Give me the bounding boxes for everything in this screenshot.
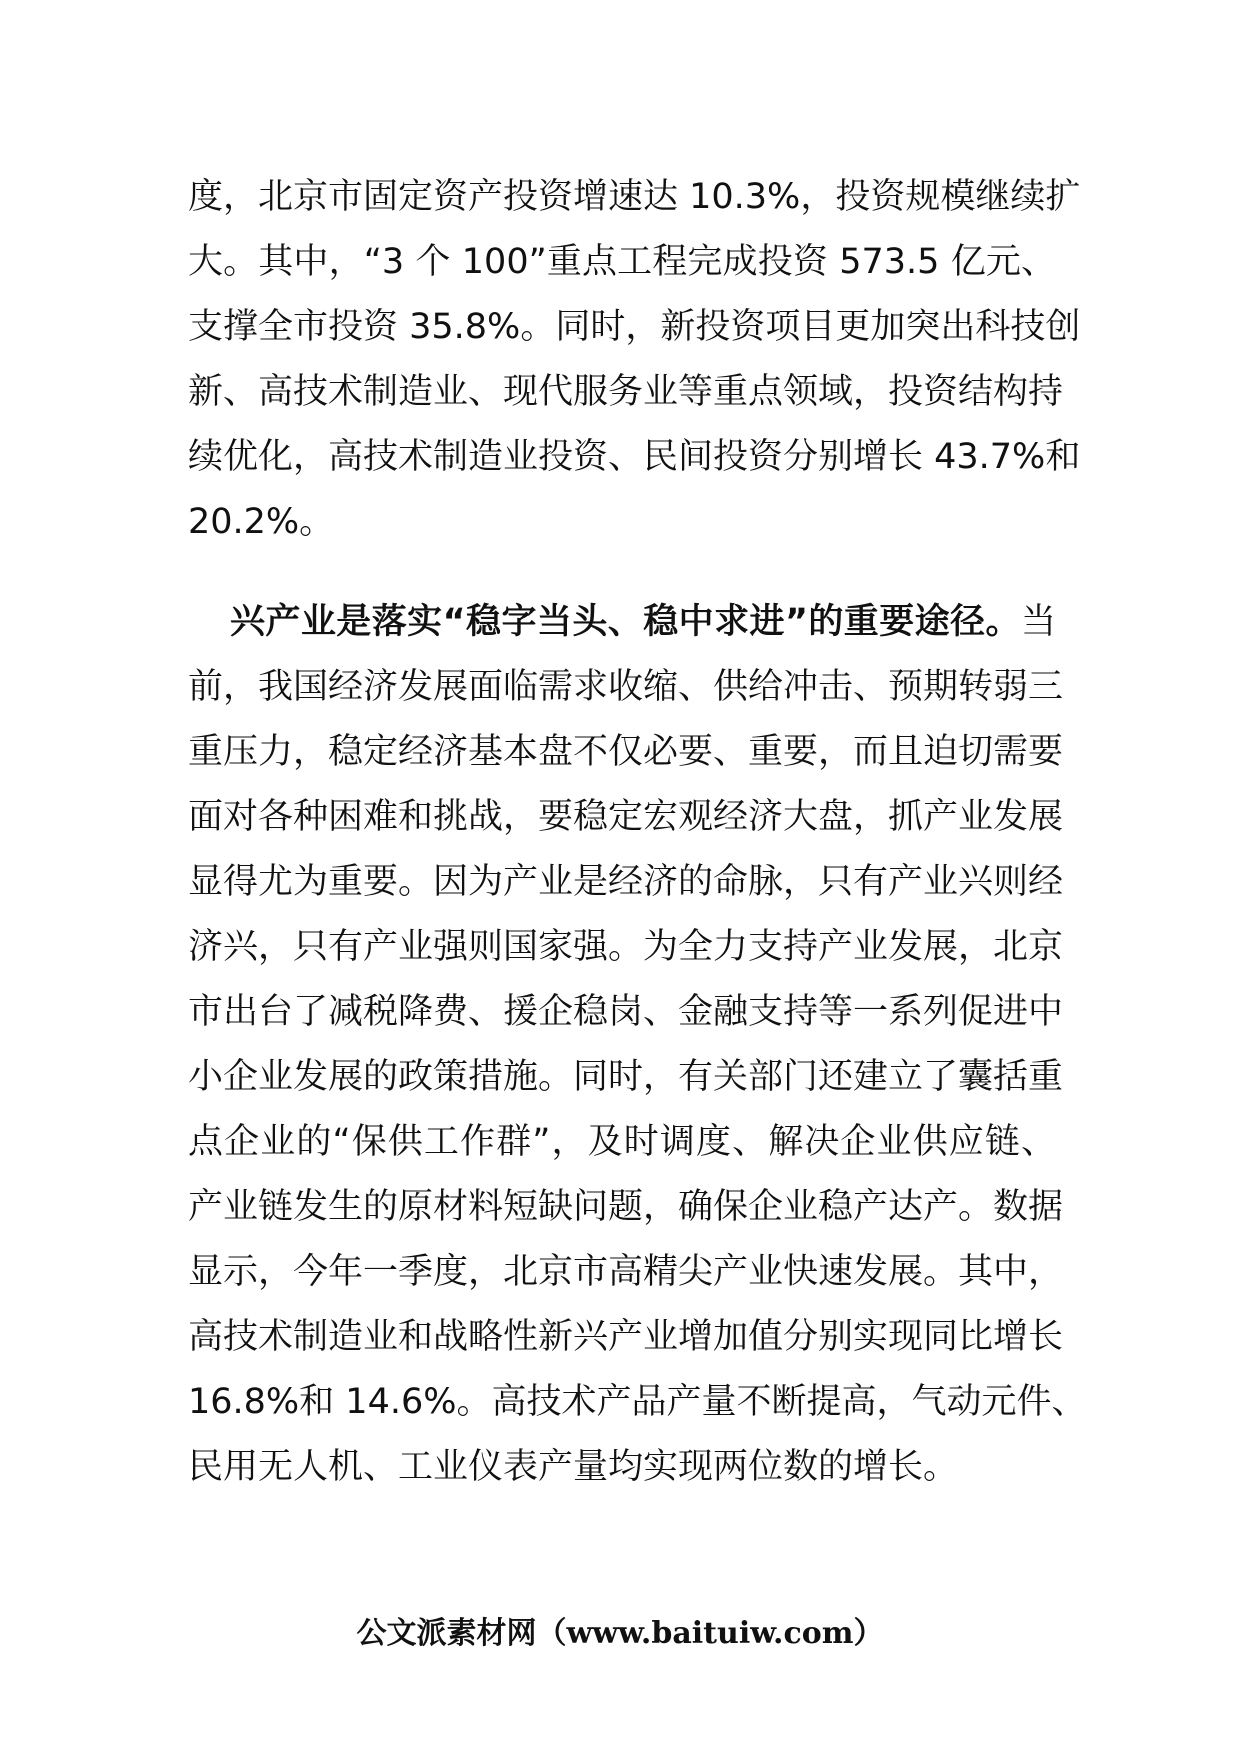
paragraph-line: 市出台了减税降费、援企稳岗、金融支持等一系列促进中 — [188, 992, 1064, 1032]
paragraph-investment — [188, 165, 1081, 555]
paragraph-first-line — [188, 590, 1056, 655]
paragraph-line: 产业链发生的原材料短缺问题，确保企业稳产达产。数据 — [188, 1187, 1064, 1227]
paragraph-industry — [188, 590, 1087, 1500]
bold-lead-sentence: 兴产业是落实“稳字当头、稳中求进”的重要途径。 — [230, 602, 1021, 642]
paragraph-line: 重压力，稳定经济基本盘不仅必要、重要，而且迫切需要 — [188, 732, 1064, 772]
paragraph-line: 新、高技术制造业、现代服务业等重点领域，投资结构持 — [188, 372, 1064, 412]
first-line-rest: 当 — [1020, 602, 1056, 642]
footer-source: 公文派素材网（www.baituiw.com） — [356, 1616, 884, 1651]
paragraph-line: 高技术制造业和战略性新兴产业增加值分别实现同比增长 — [188, 1317, 1064, 1357]
paragraph-line: 20.2%。 — [188, 502, 335, 542]
paragraph-line: 续优化，高技术制造业投资、民间投资分别增长 43.7%和 — [188, 437, 1081, 477]
paragraph-line: 前，我国经济发展面临需求收缩、供给冲击、预期转弱三 — [188, 667, 1064, 707]
paragraph-line: 小企业发展的政策措施。同时，有关部门还建立了囊括重 — [188, 1057, 1064, 1097]
paragraph-line: 面对各种困难和挑战，要稳定宏观经济大盘，抓产业发展 — [188, 797, 1064, 837]
paragraph-line: 显得尤为重要。因为产业是经济的命脉，只有产业兴则经 — [188, 862, 1064, 902]
paragraph-line: 显示，今年一季度，北京市高精尖产业快速发展。其中， — [188, 1252, 1064, 1292]
paragraph-line: 大。其中，“3 个 100”重点工程完成投资 573.5 亿元、 — [188, 242, 1056, 282]
paragraph-line: 度，北京市固定资产投资增速达 10.3%，投资规模继续扩 — [188, 177, 1081, 217]
paragraph-line: 济兴，只有产业强则国家强。为全力支持产业发展，北京 — [188, 927, 1064, 967]
paragraph-line: 16.8%和 14.6%。高技术产品产量不断提高，气动元件、 — [188, 1382, 1087, 1422]
paragraph-line: 民用无人机、工业仪表产量均实现两位数的增长。 — [188, 1447, 959, 1487]
paragraph-line: 点企业的“保供工作群”，及时调度、解决企业供应链、 — [188, 1122, 1056, 1162]
paragraph-line: 支撑全市投资 35.8%。同时，新投资项目更加突出科技创 — [188, 307, 1081, 347]
